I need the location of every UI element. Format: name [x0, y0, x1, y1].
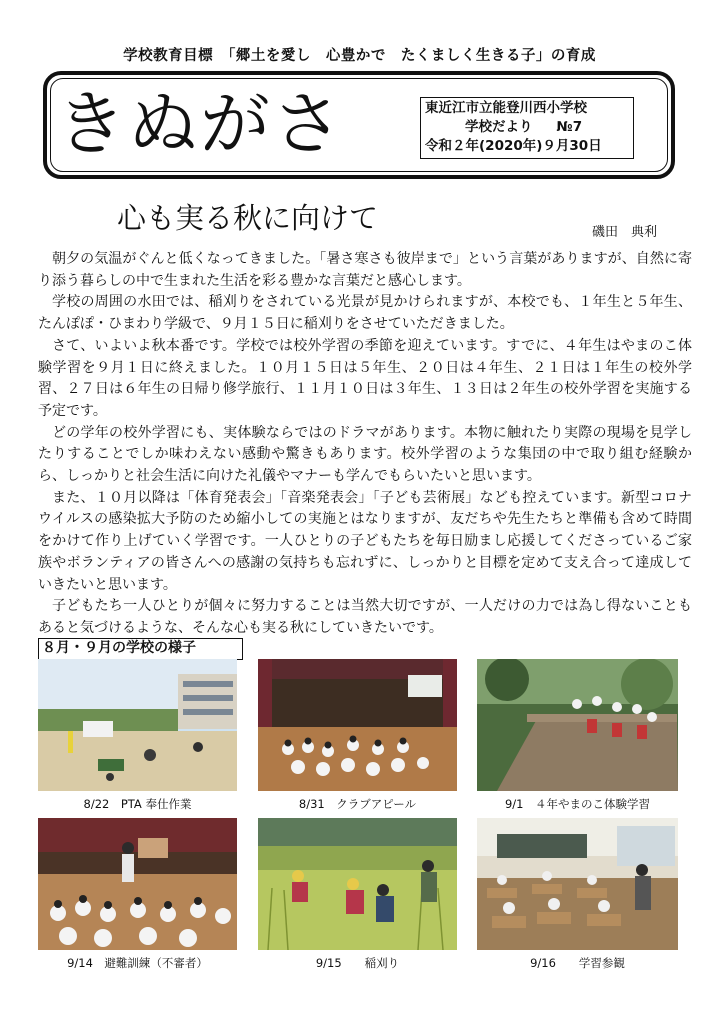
photo-caption: 9/14 避難訓練（不審者） — [67, 956, 208, 970]
photo-caption: 9/16 学習参観 — [530, 956, 625, 970]
paragraph: また、１０月以降は「体育発表会」「音楽発表会」「子ども芸術展」なども控えています。新型コロナウイルスの感染拡大予防のため縮小しての実施とはなりますが、友だちや先生たちと準備も含めて時間をかけて作り上げていく学習です。一人ひとりの子どもたちを毎日励まし応援してくださっているご家族やボランティアの皆さんへの感謝の気持ちも忘れずに、しっかりと目標を定めて支え合って達成していきたいと思います。 — [38, 489, 692, 593]
club-appeal-photo — [258, 659, 457, 791]
school-motto: 学校教育目標 「郷土を愛し 心豊かで たくましく生きる子」の育成 — [123, 48, 596, 64]
article-body — [38, 249, 692, 640]
paragraph: 学校の周囲の水田では、稲刈りをされている光景が見かけられますが、本校でも、１年生と５年生、たんぽぽ・ひまわり学級で、９月１５日に稲刈りをさせていただきました。 — [38, 294, 692, 333]
issue-number: №7 — [556, 119, 583, 135]
class-visit-photo — [477, 818, 678, 950]
issue-info-box — [420, 97, 634, 159]
newsletter-title: きぬがさ — [56, 83, 344, 165]
photo-caption: 9/1 ４年やまのこ体験学習 — [504, 797, 650, 811]
pta-work-photo — [38, 659, 237, 791]
gallery-label: ８月・９月の学校の様子 — [38, 638, 243, 660]
paragraph: どの学年の校外学習にも、実体験ならではのドラマがあります。本物に触れたり実際の現場を見学したりすることでしか味わえない感動や驚きもあります。校外学習のような集団の中で取り組む経験から、しっかりと社会生活に向けた礼儀やマナーも学んでもらいたいと思います。 — [38, 424, 692, 485]
article-author: 磯田 典利 — [592, 225, 658, 240]
school-name: 東近江市立能登川西小学校 — [425, 100, 587, 116]
photo-caption: 9/15 稲刈り — [315, 956, 400, 970]
paragraph: 子どもたち一人ひとりが個々に努力することは当然大切ですが、一人だけの力では為し得ないこともあると気づけるような、そんな心も実る秋にしていきたいです。 — [38, 598, 692, 636]
newsletter-name: 学校だより — [465, 119, 533, 135]
paragraph: さて、いよいよ秋本番です。学校では校外学習の季節を迎えています。すでに、４年生はやまのこ体験学習を９月１日に終えました。１０月１５日は５年生、２０日は４年生、２１日は１年生の校外学習、２７日は６年生の日帰り修学旅行、１１月１０日は３年生、１３日は２年生の校外学習を実施する予定です。 — [38, 337, 692, 419]
photo-caption: 8/31 クラブアピール — [298, 797, 417, 811]
evacuation-drill-photo — [38, 818, 237, 950]
paragraph: 朝夕の気温がぐんと低くなってきました。「暑さ寒さも彼岸まで」という言葉がありますが、自然に寄り添う暮らしの中で生まれた生活を彩る豊かな言葉だと感心します。 — [38, 251, 692, 289]
article-headline: 心も実る秋に向けて — [117, 201, 379, 235]
issue-line — [425, 118, 629, 137]
photo-caption: 8/22 PTA 奉仕作業 — [83, 797, 192, 811]
yamanoko-photo — [477, 659, 678, 791]
rice-harvest-photo — [258, 818, 457, 950]
issue-date: 令和２年(2020年)９月30日 — [425, 138, 602, 154]
